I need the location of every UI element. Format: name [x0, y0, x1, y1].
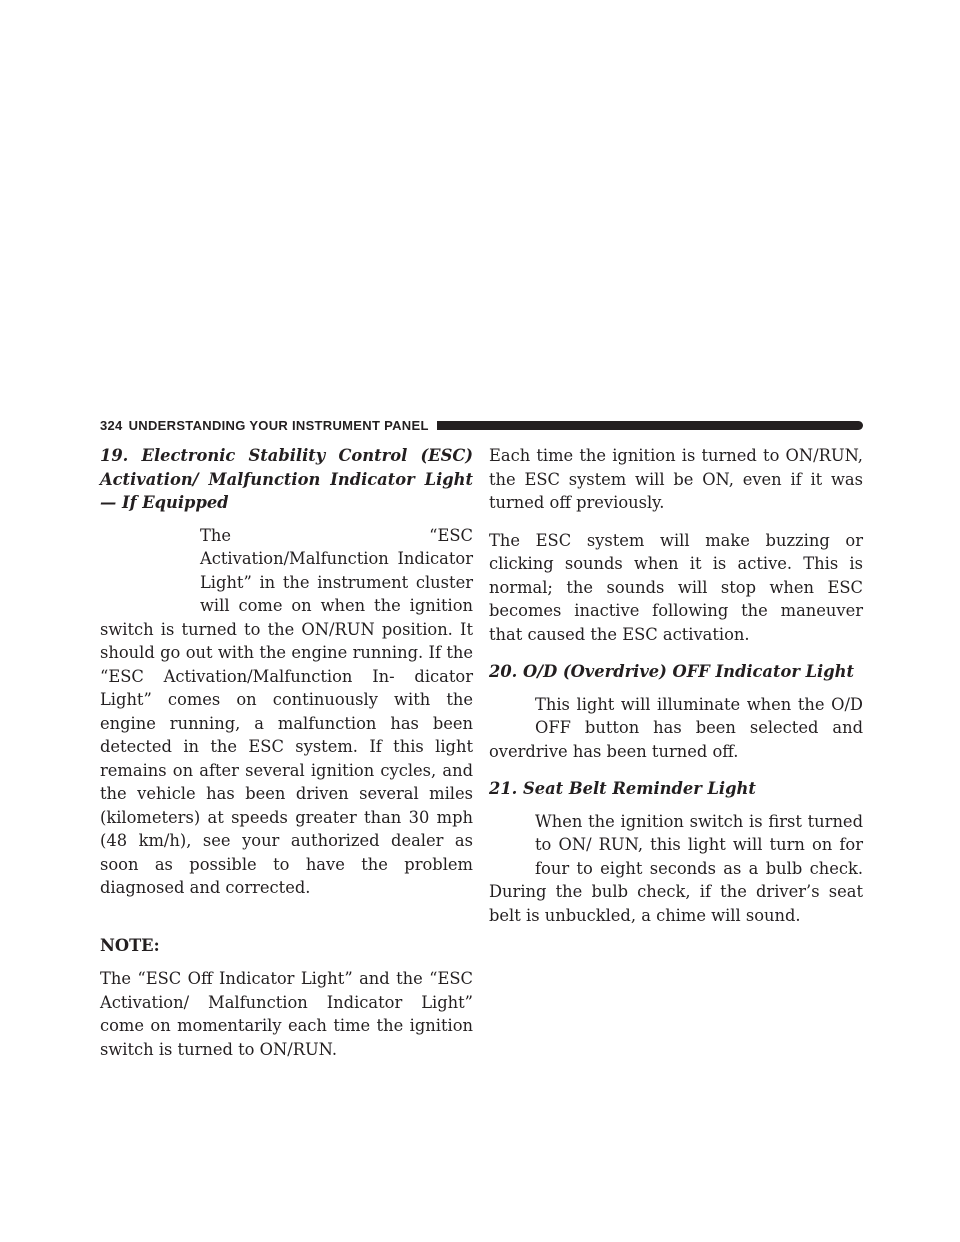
page-number: 324	[100, 417, 123, 433]
page-header	[100, 418, 863, 432]
right-column	[489, 444, 863, 941]
esc-indicator-icon-space	[100, 524, 200, 617]
od-off-description: This light will illuminate when the O/D OFF button has been selected and overdrive has been turned off.	[489, 694, 863, 761]
header-rule	[437, 421, 863, 430]
esc-on-paragraph: Each time the ignition is turned to ON/RUN, the ESC system will be ON, even if it was turned off previously.	[489, 446, 863, 512]
section-heading-od-off: 20. O/D (Overdrive) OFF Indicator Light	[489, 662, 854, 681]
esc-sounds-paragraph: The ESC system will make buzzing or clicking sounds when it is active. This is normal; the sounds will stop when ESC becomes inactive following the maneuver that caused the ESC activation.	[489, 530, 863, 644]
note-text: The “ESC Off Indicator Light” and the “ESC Activation/ Malfunction Indicator Light” come on momentarily each time the ignition switch is turned to ON/RUN.	[100, 969, 473, 1059]
left-column	[100, 444, 473, 1075]
esc-description: The “ESC Activation/Malfunction Indicator Light” in the instrument cluster will come on when the ignition switch is turned to the ON/RUN position. It should go out with the engine running. If the “ESC Activation/Malfunction In- dicator Light” comes on continuously with the engine running, a malfunction has been detected in the ESC system. If this light remains on after several ignition cycles, and the vehicle has been driven several miles (kilometers) at speeds greater than 30 mph (48 km/h), see your authorized dealer as soon as possible to have the problem diagnosed and corrected.	[100, 525, 473, 897]
section-heading-seat-belt: 21. Seat Belt Reminder Light	[489, 779, 756, 798]
seat-belt-icon-space	[489, 810, 535, 880]
od-off-icon-space	[489, 693, 535, 739]
section-title: UNDERSTANDING YOUR INSTRUMENT PANEL	[128, 417, 429, 433]
seat-belt-description: When the ignition switch is first turned to ON/ RUN, this light will turn on for four to eight seconds as a bulb check. During the bulb check, if the driver’s seat belt is unbuckled, a chime will sound.	[489, 811, 863, 925]
note-label: NOTE:	[100, 935, 160, 955]
section-heading-esc: 19. Electronic Stability Control (ESC) Activation/ Malfunction Indicator Light — If Equipped	[100, 446, 473, 512]
